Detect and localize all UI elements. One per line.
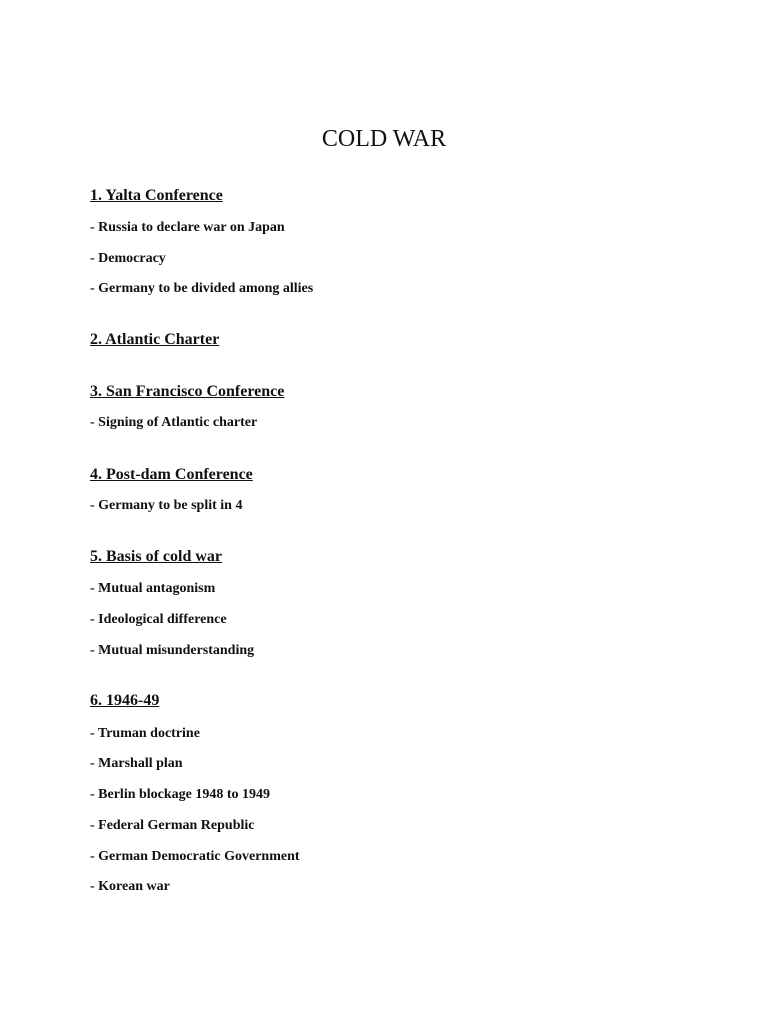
section-heading-atlantic-charter: 2. Atlantic Charter bbox=[90, 331, 220, 348]
list-item: - Federal German Republic bbox=[90, 818, 255, 833]
list-item: - Mutual antagonism bbox=[90, 581, 216, 596]
list-item: - Germany to be split in 4 bbox=[90, 498, 243, 513]
section-heading-yalta: 1. Yalta Conference bbox=[90, 187, 223, 204]
list-item: - Berlin blockage 1948 to 1949 bbox=[90, 787, 271, 802]
list-item: - Korean war bbox=[90, 879, 170, 894]
section-heading-1946-49: 6. 1946-49 bbox=[90, 692, 160, 709]
list-item: - Germany to be divided among allies bbox=[90, 281, 314, 296]
list-item: - German Democratic Government bbox=[90, 849, 300, 864]
section-heading-san-francisco: 3. San Francisco Conference bbox=[90, 383, 285, 400]
section-heading-basis-of-cold-war: 5. Basis of cold war bbox=[90, 548, 222, 565]
list-item: - Ideological difference bbox=[90, 612, 227, 627]
list-item: - Truman doctrine bbox=[90, 726, 200, 741]
list-item: - Democracy bbox=[90, 251, 166, 266]
list-item: - Marshall plan bbox=[90, 756, 183, 771]
list-item: - Russia to declare war on Japan bbox=[90, 220, 285, 235]
list-item: - Signing of Atlantic charter bbox=[90, 415, 258, 430]
document-title: COLD WAR bbox=[321, 126, 447, 152]
list-item: - Mutual misunderstanding bbox=[90, 643, 255, 658]
section-heading-post-dam: 4. Post-dam Conference bbox=[90, 466, 253, 483]
